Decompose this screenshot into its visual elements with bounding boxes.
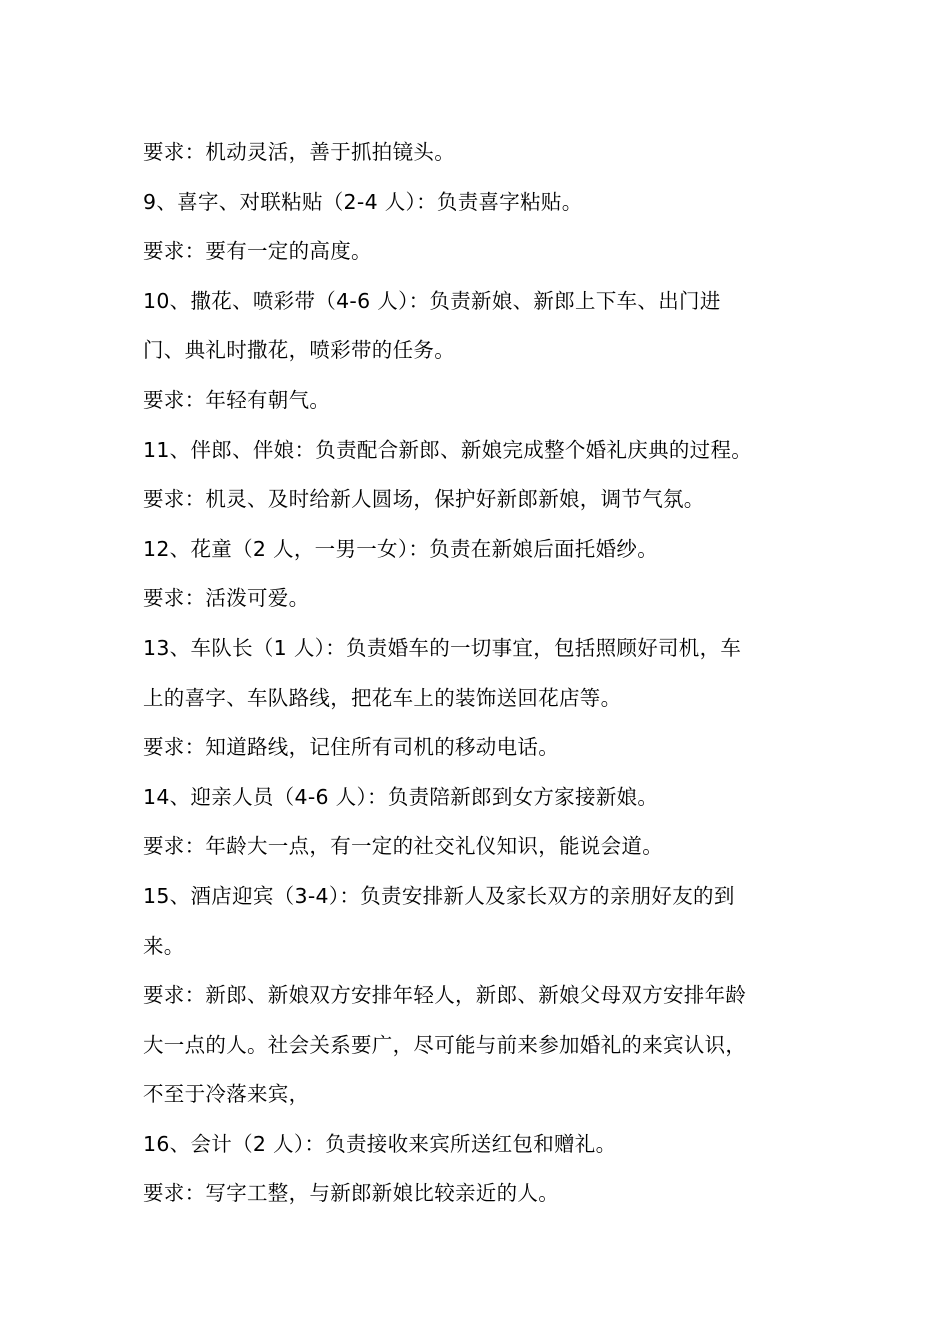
text-line: 11、伴郎、伴娘：负责配合新郎、新娘完成整个婚礼庆典的过程。: [143, 437, 753, 462]
text-line: 14、迎亲人员（4-6 人）：负责陪新郎到女方家接新娘。: [143, 784, 659, 809]
text-line: 上的喜字、车队路线，把花车上的装饰送回花店等。: [143, 685, 622, 710]
text-line: 要求：活泼可爱。: [143, 586, 310, 611]
document-body: [143, 128, 803, 1219]
text-line: 要求：机灵、及时给新人圆场，保护好新郎新娘，调节气氛。: [143, 487, 705, 512]
text-line: 要求：年龄大一点，有一定的社交礼仪知识，能说会道。: [143, 834, 663, 859]
text-line: 门、典礼时撒花，喷彩带的任务。: [143, 338, 455, 363]
text-line: 16、会计（2 人）：负责接收来宾所送红包和赠礼。: [143, 1131, 617, 1156]
text-line: 9、喜字、对联粘贴（2-4 人）：负责喜字粘贴。: [143, 189, 583, 214]
text-line: 要求：新郎、新娘双方安排年轻人，新郎、新娘父母双方安排年龄: [143, 983, 747, 1008]
text-line: 13、车队长（1 人）：负责婚车的一切事宜，包括照顾好司机，车: [143, 635, 742, 660]
text-line: 要求：机动灵活，善于抓拍镜头。: [143, 140, 455, 164]
text-line: 要求：要有一定的高度。: [143, 239, 372, 264]
text-line: 15、酒店迎宾（3-4）：负责安排新人及家长双方的亲朋好友的到: [143, 883, 735, 908]
text-line: 要求：写字工整，与新郎新娘比较亲近的人。: [143, 1181, 559, 1206]
text-line: 要求：年轻有朝气。: [143, 387, 331, 412]
text-line: 不至于冷落来宾，: [143, 1082, 310, 1107]
text-line: 12、花童（2 人，一男一女）：负责在新娘后面托婚纱。: [143, 536, 658, 561]
text-line: 要求：知道路线，记住所有司机的移动电话。: [143, 735, 559, 760]
text-line: 大一点的人。社会关系要广，尽可能与前来参加婚礼的来宾认识，: [143, 1032, 747, 1057]
text-line: 10、撒花、喷彩带（4-6 人）：负责新娘、新郎上下车、出门进: [143, 288, 721, 313]
text-line: 来。: [143, 933, 185, 958]
